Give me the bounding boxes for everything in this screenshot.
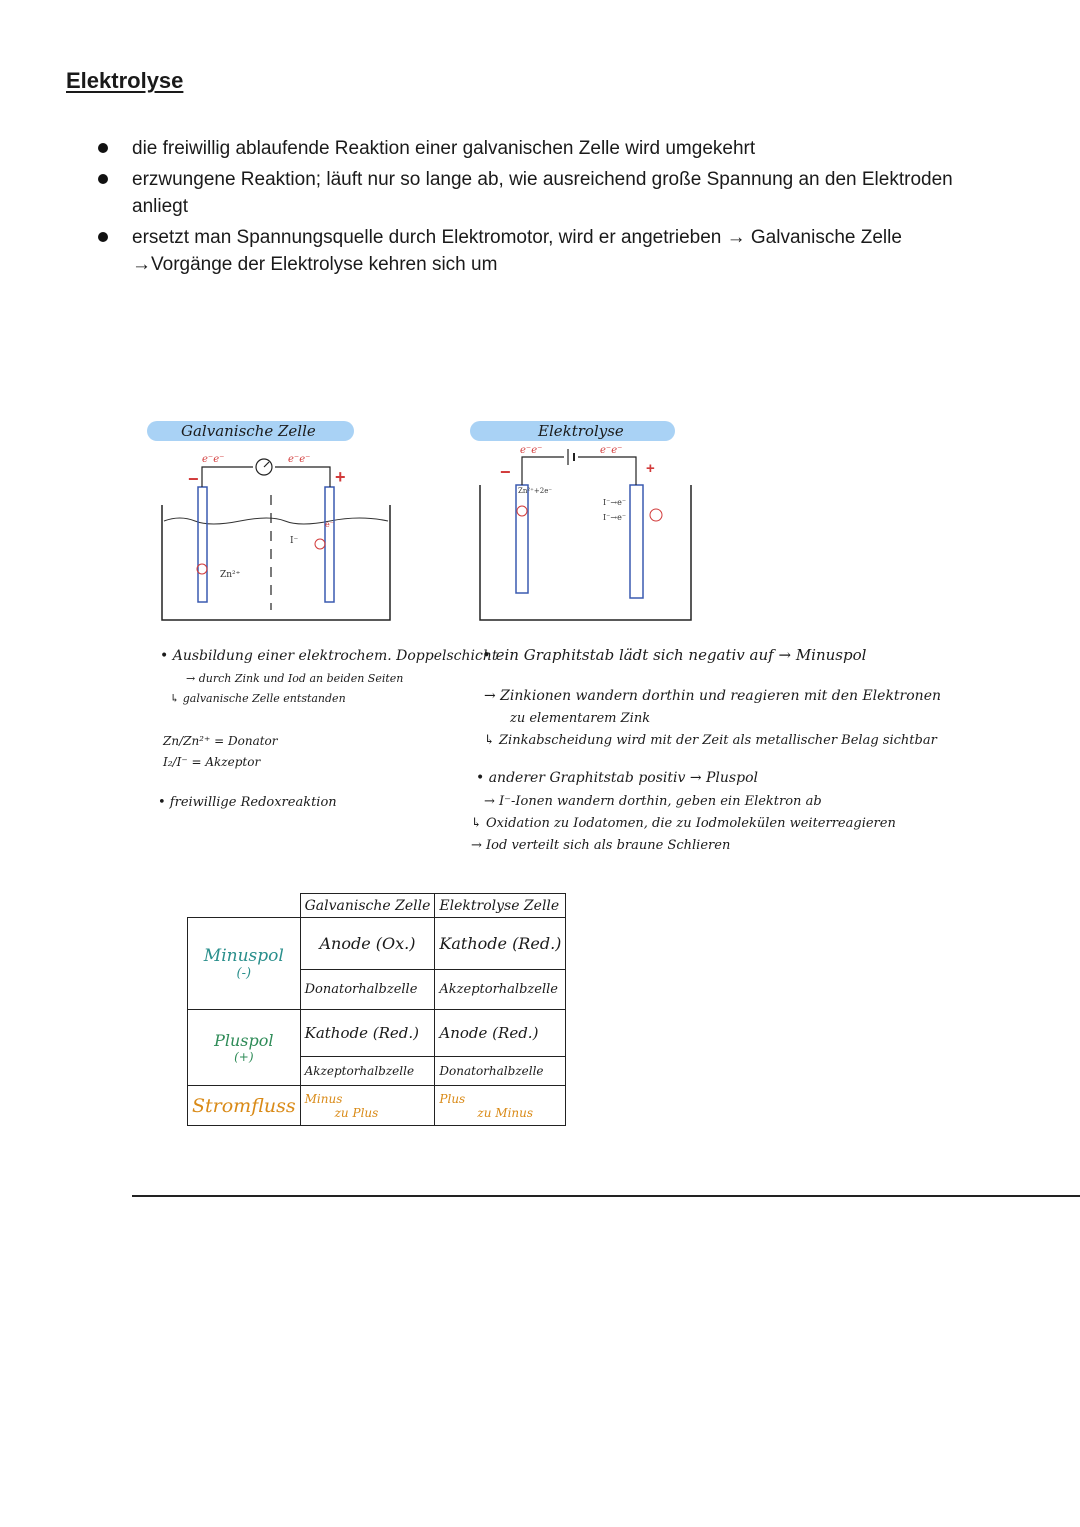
iodide-reaction-label: I⁻→e⁻ xyxy=(603,513,627,522)
electrolysis-note: • ein Graphitstab lädt sich negativ auf → Minuspol xyxy=(482,646,867,664)
electrolysis-electron-label-left: e⁻e⁻ xyxy=(520,445,543,456)
galvanic-header-pill xyxy=(147,421,354,441)
intro-bullet-list xyxy=(98,135,998,282)
minus-pole-cell: Minuspol (-) xyxy=(188,918,301,1010)
current-flow-cell: Stromfluss xyxy=(188,1086,301,1126)
galvanic-note: → durch Zink und Iod an beiden Seiten xyxy=(186,672,404,685)
galvanic-header-label: Galvanische Zelle xyxy=(181,422,316,440)
bullet-item: ersetzt man Spannungsquelle durch Elektromotor, wird er angetrieben → Galvanische Zelle →Vorgänge der Elektrolyse kehren sich um xyxy=(98,224,998,278)
bullet-dot xyxy=(98,232,108,242)
iodide-reaction-label: I⁻→e⁻ xyxy=(603,498,627,507)
galvanic-note: • freiwillige Redoxreaktion xyxy=(158,795,337,810)
electrolysis-note: • anderer Graphitstab positiv → Pluspol xyxy=(476,770,758,786)
electrolysis-header-label: Elektrolyse xyxy=(538,422,624,440)
plus-sign: + xyxy=(335,467,346,487)
table-cell: Kathode (Red.) xyxy=(435,918,566,970)
table-header-row xyxy=(188,894,566,918)
electrolysis-note: ↳ Oxidation zu Iodatomen, die zu Iodmolekülen weiterreagieren xyxy=(471,816,896,831)
galvanic-note: • Ausbildung einer elektrochem. Doppelschicht xyxy=(160,648,498,664)
electrolysis-note: → Zinkionen wandern dorthin und reagieren mit den Elektronen xyxy=(484,688,941,704)
bullet-dot xyxy=(98,174,108,184)
plus-sign: + xyxy=(646,460,655,477)
table-cell: Donatorhalbzelle xyxy=(300,970,435,1010)
iodine-electrode xyxy=(325,487,334,602)
comparison-table xyxy=(187,893,566,1126)
table-cell: Akzeptorhalbzelle xyxy=(300,1057,435,1086)
galvanic-note: ↳ galvanische Zelle entstanden xyxy=(170,692,346,705)
table-cell: Minus zu Plus xyxy=(300,1086,435,1126)
table-cell: Plus zu Minus xyxy=(435,1086,566,1126)
table-row xyxy=(188,1010,566,1057)
iodide-label: I⁻ xyxy=(290,536,299,546)
electrolysis-header-pill xyxy=(470,421,675,441)
bullet-item: erzwungene Reaktion; läuft nur so lange ab, wie ausreichend große Spannung an den Elektroden anliegt xyxy=(98,166,998,220)
galvanic-note: I₂/I⁻ = Akzeptor xyxy=(163,755,261,769)
zinc-ion-label: Zn²⁺ xyxy=(220,570,241,580)
galvanic-electron-label-right: e⁻e⁻ xyxy=(288,454,311,465)
zinc-reaction-label: Zn²⁺+2e⁻ xyxy=(518,487,553,495)
table-row xyxy=(188,1086,566,1126)
minus-sign: − xyxy=(188,469,199,489)
electron-label: e⁻ xyxy=(325,520,334,529)
electrolysis-note: → I⁻-Ionen wandern dorthin, geben ein Elektron ab xyxy=(484,794,822,809)
plus-pole-cell: Pluspol (+) xyxy=(188,1010,301,1086)
table-cell: Anode (Ox.) xyxy=(300,918,435,970)
table-cell: Anode (Red.) xyxy=(435,1010,566,1057)
section-divider xyxy=(132,1195,1080,1197)
table-cell: Donatorhalbzelle xyxy=(435,1057,566,1086)
table-cell: Kathode (Red.) xyxy=(300,1010,435,1057)
electrolysis-cell-diagram xyxy=(478,445,698,625)
anode-electrode xyxy=(630,485,643,598)
table-row xyxy=(188,918,566,970)
page-title: Elektrolyse xyxy=(66,68,184,93)
cathode-electrode xyxy=(516,485,528,593)
electrolysis-note: ↳ Zinkabscheidung wird mit der Zeit als metallischer Belag sichtbar xyxy=(484,733,937,748)
table-cell: Akzeptorhalbzelle xyxy=(435,970,566,1010)
electrolysis-note: → Iod verteilt sich als braune Schlieren xyxy=(471,838,731,853)
zinc-electrode xyxy=(198,487,207,602)
bullet-dot xyxy=(98,143,108,153)
minus-sign: − xyxy=(500,462,511,482)
galvanic-note: Zn/Zn²⁺ = Donator xyxy=(163,734,278,748)
galvanic-electron-label-left: e⁻e⁻ xyxy=(202,454,225,465)
electrolysis-electron-label-right: e⁻e⁻ xyxy=(600,445,623,456)
column-header-galvanic: Galvanische Zelle xyxy=(300,894,435,918)
column-header-electrolysis: Elektrolyse Zelle xyxy=(435,894,566,918)
galvanic-cell-diagram xyxy=(150,445,400,625)
electrolysis-note: zu elementarem Zink xyxy=(510,711,651,726)
bullet-item: die freiwillig ablaufende Reaktion einer galvanischen Zelle wird umgekehrt xyxy=(98,135,998,162)
